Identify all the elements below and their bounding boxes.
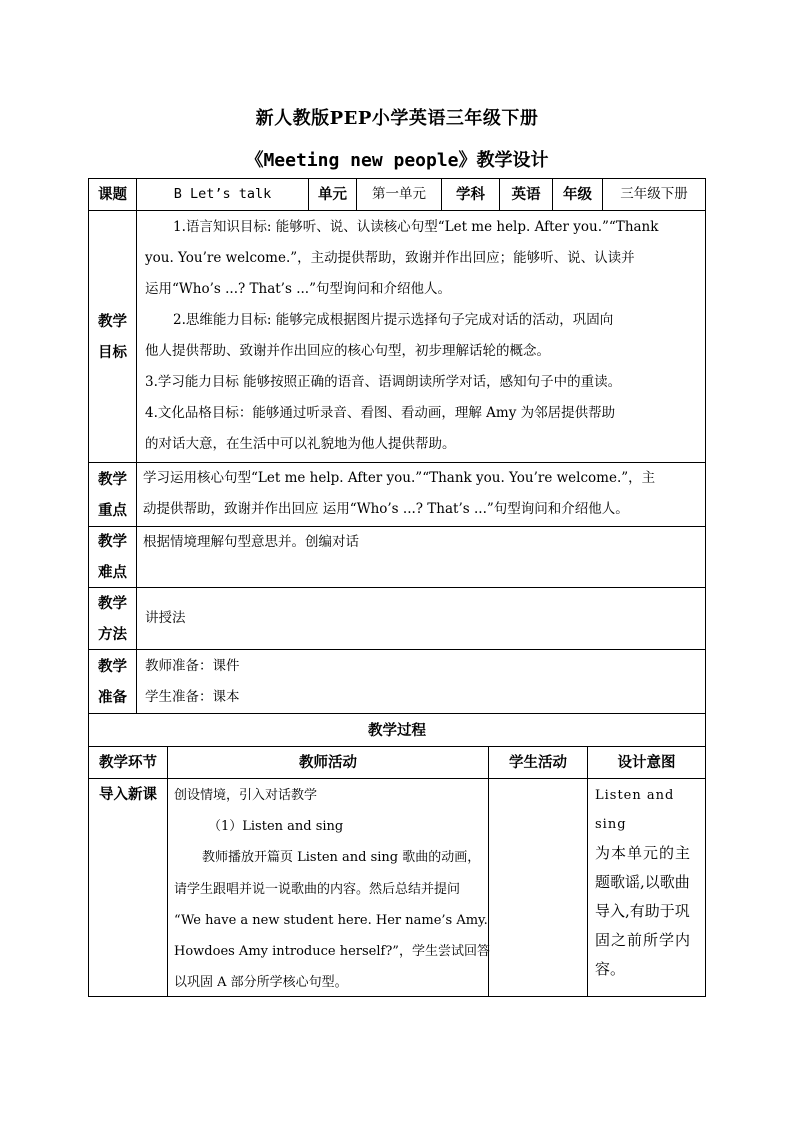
- methods-label-1: 教学: [98, 594, 127, 612]
- difficulties-text: 根据情境理解句型意思并。创编对话: [143, 534, 359, 550]
- teacher-activity-line: “We have a new student here. Her name’s Amy.: [174, 912, 488, 928]
- preparation-label-1: 教学: [98, 657, 127, 675]
- objective-line: 1.语言知识目标: 能够听、说、认读核心句型“Let me help. After you.”“Thank: [173, 219, 659, 235]
- design-header: 设计意图: [617, 754, 676, 771]
- objective-line: 的对话大意，在生活中可以礼貌地为他人提供帮助。: [145, 436, 456, 452]
- preparation-teacher: 教师准备：课件: [145, 658, 240, 674]
- subject-value-cell: [499, 178, 553, 211]
- methods-label-cell: [88, 587, 137, 650]
- teacher-header: 教师活动: [299, 754, 357, 771]
- design-intent-line: Listen and sing: [595, 788, 675, 832]
- teacher-activity-line: 以巩固 A 部分所学核心句型。: [174, 975, 348, 991]
- objectives-content-cell: [136, 210, 706, 463]
- process-title: 教学过程: [368, 721, 426, 739]
- teacher-activity-line: Howdoes Amy introduce herself?”，学生尝试回答: [174, 944, 490, 960]
- design-intent-line: 固之前所学内: [595, 931, 692, 949]
- grade-value: 三年级下册: [620, 186, 688, 202]
- design-intent-cell: [587, 778, 706, 997]
- keypoints-label-2: 重点: [98, 501, 127, 519]
- preparation-student: 学生准备：课本: [145, 689, 240, 705]
- methods-text: 讲授法: [145, 610, 186, 626]
- keypoints-content-cell: [136, 462, 706, 527]
- keypoint-line: 学习运用核心句型“Let me help. After you.”“Thank you. You’re welcome.”，主: [143, 470, 656, 486]
- objective-line: 运用“Who’s ...? That’s ...”句型询问和介绍他人。: [145, 281, 451, 297]
- topic-label: 课题: [98, 186, 127, 203]
- stage-text: 导入新课: [99, 786, 157, 803]
- stage-header: 教学环节: [99, 754, 157, 771]
- subject-label: 学科: [456, 186, 485, 203]
- difficulties-label-1: 教学: [98, 533, 127, 550]
- design-intent-line: 为本单元的主: [595, 844, 692, 862]
- objective-line: 他人提供帮助、致谢并作出回应的核心句型，初步理解话轮的概念。: [145, 343, 550, 359]
- objective-line: 3.学习能力目标 能够按照正确的语音、语调朗读所学对话，感知句子中的重读。: [145, 374, 622, 390]
- stage-header-cell: [88, 746, 168, 779]
- difficulties-label-2: 难点: [98, 564, 127, 581]
- teacher-activity-line: 创设情境，引入对话教学: [174, 788, 318, 803]
- teacher-activity-line: （1）Listen and sing: [208, 819, 344, 835]
- objectives-label-1: 教学: [98, 312, 127, 330]
- subject-value: 英语: [511, 186, 541, 203]
- objectives-label-cell: [88, 210, 137, 463]
- unit-value: 第一单元: [372, 186, 426, 202]
- subject-label-cell: [441, 178, 500, 211]
- teacher-activity-line: 教师播放开篇页 Listen and sing 歌曲的动画，: [202, 850, 481, 866]
- preparation-content-cell: [136, 649, 706, 714]
- teacher-activity-line: 请学生跟唱并说一说歌曲的内容。然后总结并提问: [174, 881, 461, 897]
- topic-label-cell: [88, 178, 137, 211]
- teacher-activity-cell: [167, 778, 489, 997]
- student-header: 学生活动: [509, 754, 567, 771]
- keypoints-label-1: 教学: [98, 470, 127, 488]
- subtitle-prefix: 《: [245, 150, 264, 171]
- unit-value-cell: [356, 178, 442, 211]
- grade-label-cell: [552, 178, 603, 211]
- student-activity-cell: [488, 778, 588, 997]
- design-header-cell: [587, 746, 706, 779]
- methods-label-2: 方法: [98, 625, 127, 643]
- objective-line: you. You’re welcome.”，主动提供帮助，致谢并作出回应；能够听、说、认读并: [145, 250, 635, 266]
- stage-cell: [88, 778, 168, 997]
- difficulties-content-cell: [136, 526, 706, 588]
- subtitle-suffix: 》教学设计: [458, 150, 549, 171]
- design-intent-line: 容。: [595, 960, 626, 978]
- document-subtitle: [0, 146, 794, 172]
- methods-content-cell: [136, 587, 706, 650]
- unit-label-cell: [308, 178, 357, 211]
- design-intent-line: 题歌谣,以歌曲: [595, 873, 690, 891]
- grade-value-cell: [602, 178, 706, 211]
- process-title-cell: [88, 713, 706, 747]
- preparation-label-cell: [88, 649, 137, 714]
- design-intent-line: 导入,有助于巩: [595, 902, 690, 920]
- objective-line: 4.文化品格目标：能够通过听录音、看图、看动画，理解 Amy 为邻居提供帮助: [145, 405, 616, 421]
- subtitle-english: Meeting new people: [263, 150, 459, 171]
- grade-label: 年级: [563, 186, 592, 203]
- topic-value-cell: [136, 178, 309, 211]
- keypoint-line: 动提供帮助，致谢并作出回应 运用“Who’s ...? That’s ...”句型询问和介绍他人。: [143, 501, 629, 517]
- preparation-label-2: 准备: [98, 688, 127, 706]
- unit-label: 单元: [318, 186, 347, 203]
- teacher-header-cell: [167, 746, 489, 779]
- document-title: 新人教版PEP小学英语三年级下册: [255, 108, 539, 129]
- topic-value: B Let’s talk: [173, 186, 272, 202]
- objectives-label-2: 目标: [98, 343, 127, 361]
- keypoints-label-cell: [88, 462, 137, 527]
- difficulties-label-cell: [88, 526, 137, 588]
- student-header-cell: [488, 746, 588, 779]
- objective-line: 2.思维能力目标: 能够完成根据图片提示选择句子完成对话的活动，巩固向: [173, 312, 614, 328]
